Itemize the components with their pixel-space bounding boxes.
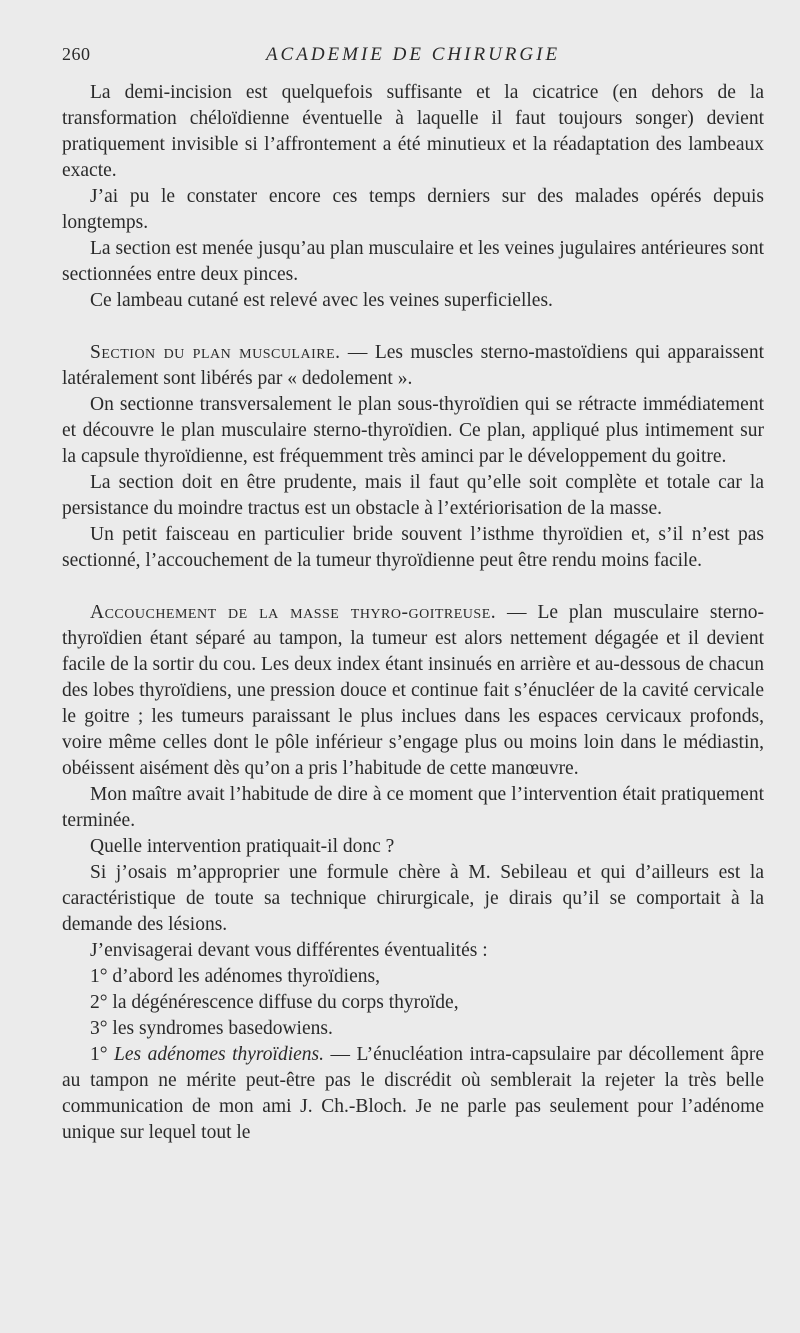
paragraph — [62, 1042, 764, 1146]
page-number: 260 — [62, 44, 91, 64]
paragraph: Un petit faisceau en particulier bride souvent l’isthme thyroïdien et, s’il n’est pas sectionné, l’accouchement de la tumeur thyroïdienne peut être rendu moins facile. — [62, 524, 764, 571]
paragraph-text: — L’énucléation intra-capsulaire par décollement âpre au tampon ne mérite peut-être pas le discrédit où semblerait la rejeter la très belle communication de mon ami J. Ch.-Bloch. Je ne parle pas seulement pour l’adénome unique sur lequel tout le — [62, 1044, 764, 1143]
paragraph: Si j’osais m’approprier une formule chère à M. Sebileau et qui d’ailleurs est la caractéristique de toute sa technique chirurgicale, je dirais qu’il se comportait à la demande des lésions. — [62, 862, 764, 935]
list-item: 2° la dégénérescence diffuse du corps thyroïde, — [90, 992, 459, 1013]
section-gap — [62, 574, 764, 600]
section-gap — [62, 314, 764, 340]
list-item: 3° les syndromes basedowiens. — [90, 1018, 333, 1039]
paragraph: J’ai pu le constater encore ces temps derniers sur des malades opérés depuis longtemps. — [62, 186, 764, 233]
numbered-list — [62, 964, 764, 1042]
subsection-title: Les adénomes thyroïdiens. — [114, 1044, 325, 1065]
list-number: 1° — [90, 1044, 115, 1065]
paragraph: On sectionne transversalement le plan sous-thyroïdien qui se rétracte immédiatement et découvre le plan musculaire sterno-thyroïdien. Ce plan, appliqué plus intimement sur la capsule thyroïdienne, est fréquemment très aminci par le développement du goitre. — [62, 394, 764, 467]
page-body — [62, 80, 764, 1146]
running-title: ACADEMIE DE CHIRURGIE — [265, 44, 561, 65]
page-header — [62, 44, 764, 72]
section-heading: Accouchement de la masse thyro-goitreuse. — [90, 602, 497, 623]
paragraph: Quelle intervention pratiquait-il donc ? — [90, 836, 395, 857]
list-item: 1° d’abord les adénomes thyroïdiens, — [90, 966, 380, 987]
section-lead-text: — Les muscles sterno-mastoïdiens qui apparaissent latéralement sont libérés par « dedolement ». — [62, 342, 764, 389]
paragraph: La section est menée jusqu’au plan musculaire et les veines jugulaires antérieures sont sectionnées entre deux pinces. — [62, 238, 764, 285]
paragraph: La section doit en être prudente, mais il faut qu’elle soit complète et totale car la persistance du moindre tractus est un obstacle à l’extériorisation de la masse. — [62, 472, 764, 519]
paragraph: Mon maître avait l’habitude de dire à ce moment que l’intervention était pratiquement terminée. — [62, 784, 764, 831]
section-paragraph — [62, 600, 764, 782]
section-heading: Section du plan musculaire. — [90, 342, 341, 363]
paragraph: La demi-incision est quelquefois suffisante et la cicatrice (en dehors de la transformation chéloïdienne éventuelle à laquelle il faut toujours songer) devient pratiquement invisible si l’affrontement a été minutieux et la réadaptation des lambeaux exacte. — [62, 82, 764, 181]
section-paragraph — [62, 340, 764, 392]
section-lead-text: — Le plan musculaire sterno-thyroïdien étant séparé au tampon, la tumeur est alors nettement dégagée et il devient facile de la sortir du cou. Les deux index étant insinués en arrière et au-dessous de chacun des lobes thyroïdiens, une pression douce et continue fait s’énucléer de la cavité cervicale le goitre ; les tumeurs paraissant le plus inclues dans les espaces cervicaux profonds, voire même celles dont le pôle inférieur s’engage plus ou moins loin dans le médiastin, obéissent aisément dès qu’on a pris l’habitude de cette manœuvre. — [62, 602, 765, 779]
paragraph: J’envisagerai devant vous différentes éventualités : — [90, 940, 488, 961]
paragraph: Ce lambeau cutané est relevé avec les veines superficielles. — [90, 290, 553, 311]
